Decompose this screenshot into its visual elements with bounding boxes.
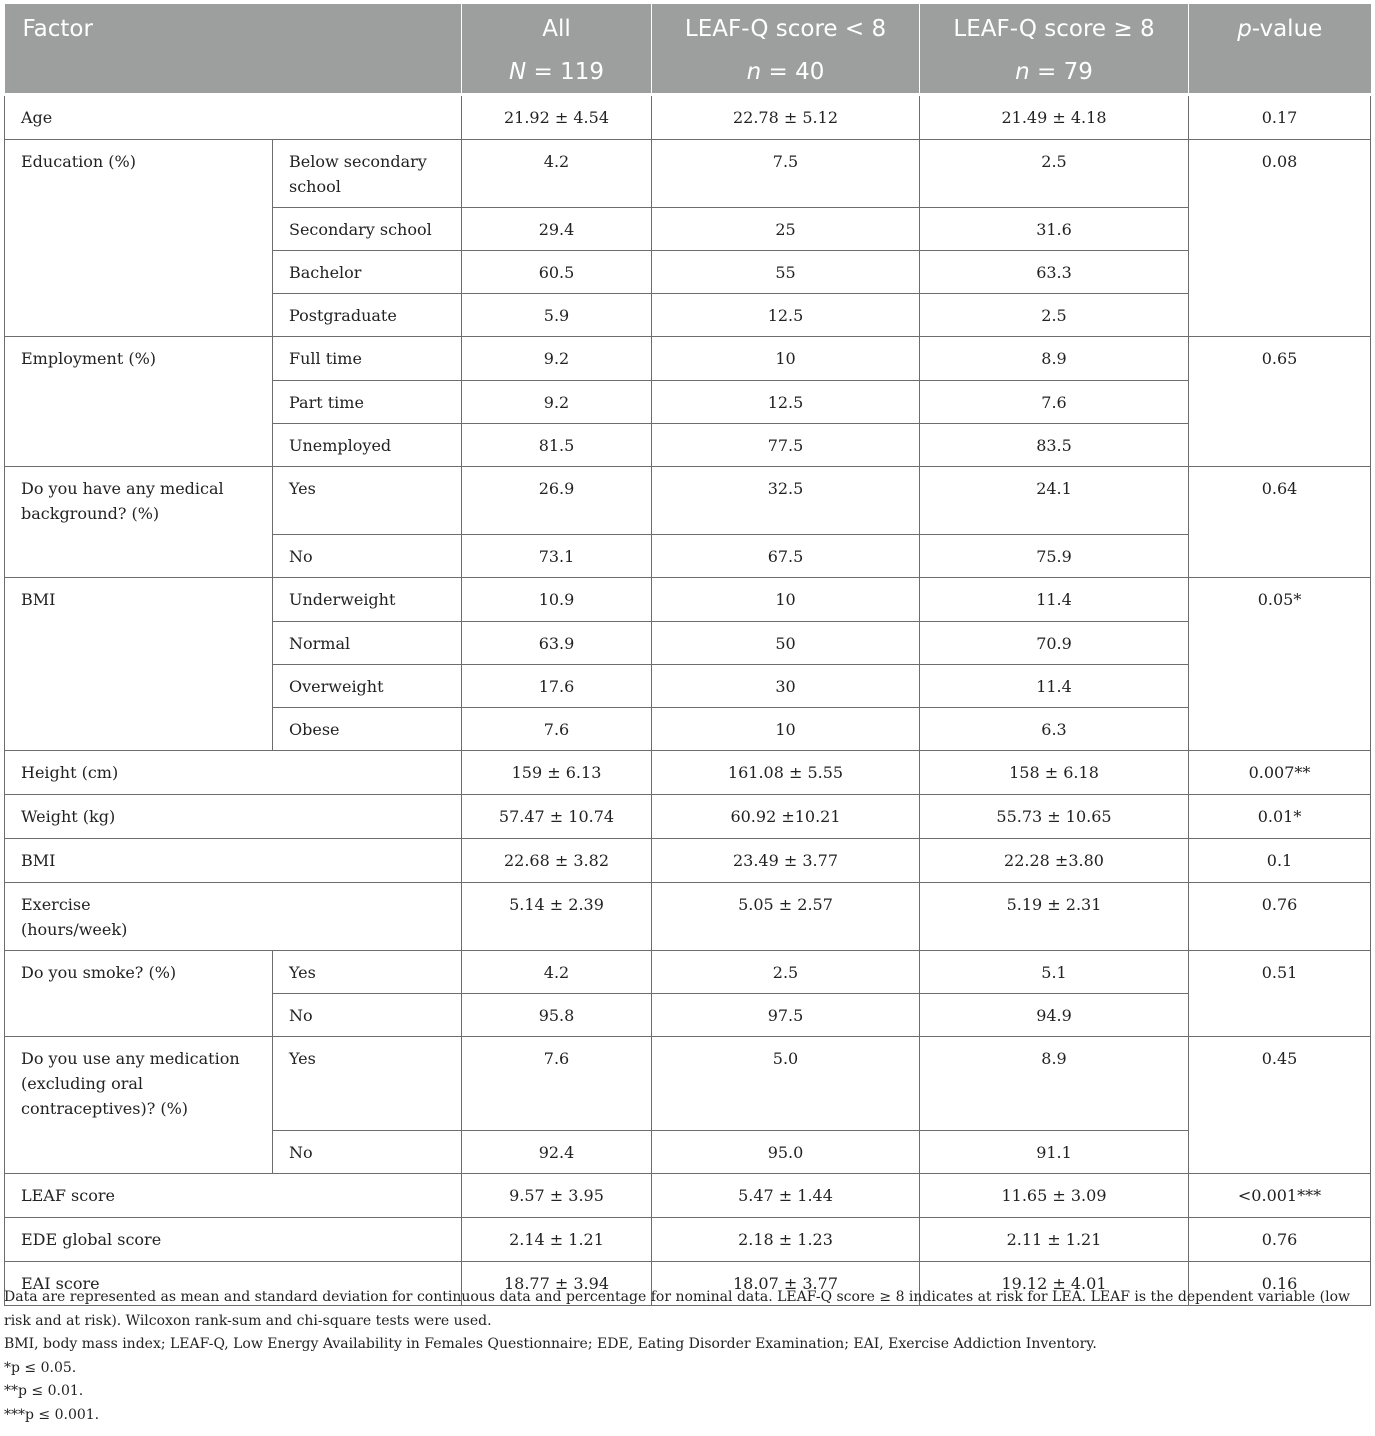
footnote-p01: **p ≤ 0.01. bbox=[4, 1383, 84, 1399]
header-p-italic: p bbox=[1237, 16, 1252, 42]
table-row bbox=[5, 1037, 1371, 1131]
level-cell: Yes bbox=[273, 1037, 462, 1131]
all-cell: 5.14 ± 2.39 bbox=[462, 883, 652, 951]
level-cell: No bbox=[273, 994, 462, 1037]
table-row bbox=[5, 578, 1371, 622]
table-body bbox=[5, 95, 1371, 1306]
all-cell: 9.2 bbox=[462, 337, 652, 381]
high-cell: 5.19 ± 2.31 bbox=[920, 883, 1189, 951]
high-cell: 70.9 bbox=[920, 622, 1189, 665]
table-header bbox=[5, 4, 1371, 95]
table-row bbox=[5, 751, 1371, 795]
p-cell: 0.51 bbox=[1189, 951, 1371, 1037]
table-row bbox=[5, 95, 1371, 140]
high-cell: 21.49 ± 4.18 bbox=[920, 95, 1189, 140]
level-cell: Postgraduate bbox=[273, 294, 462, 337]
n-high-val: = 79 bbox=[1029, 58, 1093, 85]
p-cell: 0.007** bbox=[1189, 751, 1371, 795]
low-cell: 23.49 ± 3.77 bbox=[652, 839, 920, 883]
low-cell: 77.5 bbox=[652, 424, 920, 467]
p-cell: 0.64 bbox=[1189, 467, 1371, 578]
p-cell: 0.65 bbox=[1189, 337, 1371, 467]
factor-cell: Do you use any medication (excluding oral contraceptives)? (%) bbox=[5, 1037, 273, 1174]
high-cell: 8.9 bbox=[920, 337, 1189, 381]
n-all-var: N bbox=[508, 58, 527, 85]
low-cell: 12.5 bbox=[652, 294, 920, 337]
all-cell: 4.2 bbox=[462, 140, 652, 208]
factor-cell: Weight (kg) bbox=[5, 795, 462, 839]
table-row bbox=[5, 140, 1371, 208]
level-cell: Full time bbox=[273, 337, 462, 381]
level-cell: Part time bbox=[273, 381, 462, 424]
low-cell: 5.0 bbox=[652, 1037, 920, 1131]
low-cell: 12.5 bbox=[652, 381, 920, 424]
n-high-var: n bbox=[1015, 58, 1030, 85]
all-cell: 73.1 bbox=[462, 535, 652, 578]
low-cell: 95.0 bbox=[652, 1131, 920, 1174]
footnote-p05: *p ≤ 0.05. bbox=[4, 1359, 77, 1376]
table-row bbox=[5, 337, 1371, 381]
factor-cell: Age bbox=[5, 95, 462, 140]
low-cell: 67.5 bbox=[652, 535, 920, 578]
all-cell: 63.9 bbox=[462, 622, 652, 665]
high-cell: 31.6 bbox=[920, 208, 1189, 251]
low-cell: 10 bbox=[652, 337, 920, 381]
header-p-rest: -value bbox=[1251, 16, 1323, 42]
low-cell: 97.5 bbox=[652, 994, 920, 1037]
low-cell: 161.08 ± 5.55 bbox=[652, 751, 920, 795]
all-cell: 60.5 bbox=[462, 251, 652, 294]
level-cell: Yes bbox=[273, 951, 462, 994]
p-cell: <0.001*** bbox=[1189, 1174, 1371, 1218]
all-cell: 9.57 ± 3.95 bbox=[462, 1174, 652, 1218]
n-low-val: = 40 bbox=[761, 58, 825, 85]
low-cell: 5.47 ± 1.44 bbox=[652, 1174, 920, 1218]
high-cell: 2.11 ± 1.21 bbox=[920, 1218, 1189, 1262]
level-cell: Normal bbox=[273, 622, 462, 665]
all-cell: 2.14 ± 1.21 bbox=[462, 1218, 652, 1262]
factor-cell: EAI score bbox=[5, 1262, 462, 1306]
level-cell: Below secondary school bbox=[273, 140, 462, 208]
p-cell: 0.08 bbox=[1189, 140, 1371, 337]
header-n-all bbox=[462, 50, 652, 95]
table-row bbox=[5, 1218, 1371, 1262]
header-all: All bbox=[462, 4, 652, 50]
all-cell: 95.8 bbox=[462, 994, 652, 1037]
header-p-value bbox=[1189, 4, 1371, 50]
footnote-p001: ***p ≤ 0.001. bbox=[4, 1406, 100, 1423]
high-cell: 2.5 bbox=[920, 140, 1189, 208]
header-factor-sub bbox=[5, 50, 462, 95]
level-cell: No bbox=[273, 535, 462, 578]
p-cell: 0.01* bbox=[1189, 795, 1371, 839]
level-cell: Secondary school bbox=[273, 208, 462, 251]
all-cell: 29.4 bbox=[462, 208, 652, 251]
all-cell: 4.2 bbox=[462, 951, 652, 994]
high-cell: 5.1 bbox=[920, 951, 1189, 994]
n-all-val: = 119 bbox=[526, 58, 604, 85]
factor-cell: BMI bbox=[5, 839, 462, 883]
all-cell: 159 ± 6.13 bbox=[462, 751, 652, 795]
table-row bbox=[5, 467, 1371, 535]
low-cell: 2.5 bbox=[652, 951, 920, 994]
high-cell: 91.1 bbox=[920, 1131, 1189, 1174]
high-cell: 2.5 bbox=[920, 294, 1189, 337]
p-cell: 0.76 bbox=[1189, 883, 1371, 951]
all-cell: 18.77 ± 3.94 bbox=[462, 1262, 652, 1306]
high-cell: 83.5 bbox=[920, 424, 1189, 467]
all-cell: 21.92 ± 4.54 bbox=[462, 95, 652, 140]
low-cell: 50 bbox=[652, 622, 920, 665]
high-cell: 11.4 bbox=[920, 665, 1189, 708]
p-cell: 0.1 bbox=[1189, 839, 1371, 883]
factor-cell: BMI bbox=[5, 578, 273, 751]
table-row bbox=[5, 951, 1371, 994]
header-p-sub bbox=[1189, 50, 1371, 95]
factor-cell: Do you smoke? (%) bbox=[5, 951, 273, 1037]
high-cell: 55.73 ± 10.65 bbox=[920, 795, 1189, 839]
header-n-high bbox=[920, 50, 1189, 95]
table-row bbox=[5, 1174, 1371, 1218]
table-row bbox=[5, 883, 1371, 951]
low-cell: 5.05 ± 2.57 bbox=[652, 883, 920, 951]
low-cell: 25 bbox=[652, 208, 920, 251]
all-cell: 81.5 bbox=[462, 424, 652, 467]
table-footnotes bbox=[4, 1286, 1370, 1427]
p-cell: 0.45 bbox=[1189, 1037, 1371, 1174]
high-cell: 7.6 bbox=[920, 381, 1189, 424]
low-cell: 32.5 bbox=[652, 467, 920, 535]
low-cell: 10 bbox=[652, 708, 920, 751]
all-cell: 57.47 ± 10.74 bbox=[462, 795, 652, 839]
high-cell: 19.12 ± 4.01 bbox=[920, 1262, 1189, 1306]
high-cell: 94.9 bbox=[920, 994, 1189, 1037]
header-low-risk: LEAF-Q score < 8 bbox=[652, 4, 920, 50]
low-cell: 30 bbox=[652, 665, 920, 708]
exercise-label: Exercise (hours/week) bbox=[21, 895, 128, 939]
high-cell: 24.1 bbox=[920, 467, 1189, 535]
level-cell: Obese bbox=[273, 708, 462, 751]
factor-cell: Height (cm) bbox=[5, 751, 462, 795]
level-cell: Bachelor bbox=[273, 251, 462, 294]
all-cell: 22.68 ± 3.82 bbox=[462, 839, 652, 883]
p-cell: 0.05* bbox=[1189, 578, 1371, 751]
factor-cell: Employment (%) bbox=[5, 337, 273, 467]
low-cell: 18.07 ± 3.77 bbox=[652, 1262, 920, 1306]
all-cell: 92.4 bbox=[462, 1131, 652, 1174]
high-cell: 6.3 bbox=[920, 708, 1189, 751]
all-cell: 5.9 bbox=[462, 294, 652, 337]
low-cell: 10 bbox=[652, 578, 920, 622]
high-cell: 75.9 bbox=[920, 535, 1189, 578]
high-cell: 11.65 ± 3.09 bbox=[920, 1174, 1189, 1218]
table-row bbox=[5, 795, 1371, 839]
footnote-data: Data are represented as mean and standard deviation for continuous data and percentage for nominal data. LEAF-Q score ≥ 8 indicates at risk for LEA. LEAF is the dependent variable (low risk and at risk). Wilcoxon rank-sum and chi-square tests were used. bbox=[4, 1289, 1351, 1329]
low-cell: 2.18 ± 1.23 bbox=[652, 1218, 920, 1262]
footnote-abbreviations: BMI, body mass index; LEAF-Q, Low Energy Availability in Females Questionnaire; EDE, Eating Disorder Examination; EAI, Exercise Addiction Inventory. bbox=[4, 1336, 1097, 1352]
high-cell: 22.28 ±3.80 bbox=[920, 839, 1189, 883]
factor-cell: LEAF score bbox=[5, 1174, 462, 1218]
p-cell: 0.16 bbox=[1189, 1262, 1371, 1306]
all-cell: 9.2 bbox=[462, 381, 652, 424]
level-cell: Yes bbox=[273, 467, 462, 535]
all-cell: 17.6 bbox=[462, 665, 652, 708]
p-cell: 0.17 bbox=[1189, 95, 1371, 140]
header-high-risk: LEAF-Q score ≥ 8 bbox=[920, 4, 1189, 50]
low-cell: 7.5 bbox=[652, 140, 920, 208]
factor-cell bbox=[5, 883, 462, 951]
all-cell: 7.6 bbox=[462, 1037, 652, 1131]
factor-cell: Do you have any medical background? (%) bbox=[5, 467, 273, 578]
low-cell: 60.92 ±10.21 bbox=[652, 795, 920, 839]
demographics-table bbox=[4, 4, 1371, 1306]
low-cell: 22.78 ± 5.12 bbox=[652, 95, 920, 140]
all-cell: 10.9 bbox=[462, 578, 652, 622]
p-cell: 0.76 bbox=[1189, 1218, 1371, 1262]
all-cell: 26.9 bbox=[462, 467, 652, 535]
factor-cell: EDE global score bbox=[5, 1218, 462, 1262]
n-low-var: n bbox=[746, 58, 762, 85]
table-row bbox=[5, 839, 1371, 883]
header-factor: Factor bbox=[5, 4, 462, 50]
low-cell: 55 bbox=[652, 251, 920, 294]
level-cell: No bbox=[273, 1131, 462, 1174]
level-cell: Underweight bbox=[273, 578, 462, 622]
high-cell: 11.4 bbox=[920, 578, 1189, 622]
high-cell: 63.3 bbox=[920, 251, 1189, 294]
header-n-low bbox=[652, 50, 920, 95]
high-cell: 8.9 bbox=[920, 1037, 1189, 1131]
high-cell: 158 ± 6.18 bbox=[920, 751, 1189, 795]
all-cell: 7.6 bbox=[462, 708, 652, 751]
level-cell: Overweight bbox=[273, 665, 462, 708]
factor-cell: Education (%) bbox=[5, 140, 273, 337]
level-cell: Unemployed bbox=[273, 424, 462, 467]
